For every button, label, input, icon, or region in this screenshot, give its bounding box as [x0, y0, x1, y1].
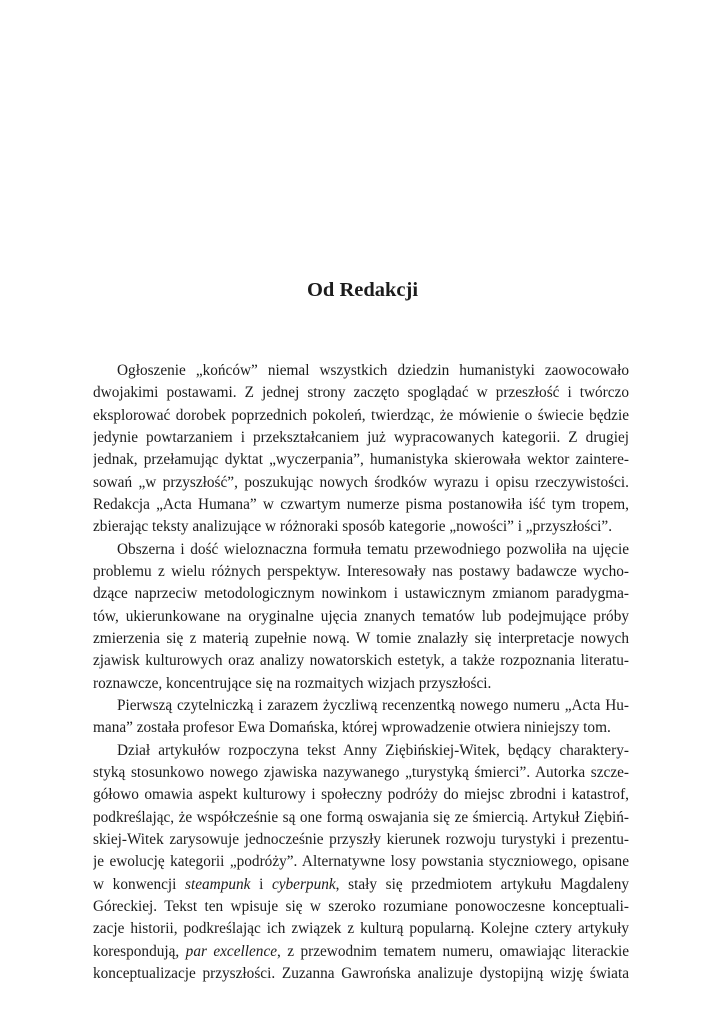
text-segment: podkreślając, że współcześnie są one formą oswajania się ze śmiercią. Artykuł Ziębiń- [93, 808, 629, 826]
text-segment: korespondują, [93, 942, 186, 960]
text-line [93, 561, 629, 583]
text-line [93, 494, 629, 516]
text-segment: sowań „w przyszłość”, poszukując nowych środków wyrazu i opisu rzeczywistości. [93, 473, 629, 491]
text-segment: zjawisk kulturowych oraz analizy nowatorskich estetyk, a także rozpoznania literatu- [93, 652, 629, 670]
text-segment: Obszerna i dość wieloznaczna formuła tematu przewodniego pozwoliła na ujęcie [117, 540, 629, 558]
text-segment: zbierając teksty analizujące w różnoraki sposób kategorie „nowości” i „przyszłości”. [93, 518, 613, 536]
text-line [93, 449, 629, 471]
text-segment: konceptualizacje przyszłości. Zuzanna Gawrońska analizuje dystopijną wizję świata [93, 964, 629, 982]
text-segment: skiej-Witek zarysowuje jednocześnie przyszły kierunek rozwoju turystyki i prezentu- [93, 830, 629, 848]
text-line [93, 539, 629, 561]
text-segment: styką stosunkowo nowego zjawiska nazywanego „turystyką śmierci”. Autorka szcze- [93, 763, 629, 781]
text-segment: dzące naprzeciw metodologicznym nowinkom i ustawicznym zmianom paradygma- [93, 585, 629, 603]
text-segment: zacje historii, podkreślając ich związek z kulturą popularną. Kolejne cztery artykuły [93, 920, 629, 938]
text-line [93, 606, 629, 628]
page-title: Od Redakcji [306, 279, 419, 301]
text-segment: dwojakimi postawami. Z jednej strony zaczęto spoglądać w przeszłość i twórczo [93, 384, 629, 402]
text-line [93, 472, 629, 494]
text-segment: Redakcja „Acta Humana” w czwartym numerze pisma postanowiła iść tym tropem, [93, 495, 629, 513]
text-line [93, 628, 629, 650]
text-segment: je ewolucję kategorii „podróży”. Alternatywne losy powstania styczniowego, opisane [93, 853, 629, 871]
text-line [93, 807, 629, 829]
italic-term: par excellence [185, 942, 278, 960]
text-line [93, 896, 629, 918]
text-line [93, 963, 629, 985]
text-segment: w konwencji [93, 875, 186, 893]
text-segment: jedynie powtarzaniem i przekształcaniem już wypracowanych kategorii. Z drugiej [93, 428, 629, 446]
text-segment: eksplorować dorobek poprzednich pokoleń, twierdząc, że mówienie o świecie będzie [93, 406, 629, 424]
text-segment: problemu z wielu różnych perspektyw. Interesowały nas postawy badawcze wycho- [93, 562, 629, 580]
italic-term: steampunk [185, 875, 251, 893]
text-line [93, 360, 629, 382]
text-line [93, 650, 629, 672]
text-line [93, 762, 629, 784]
text-segment: gółowo omawia aspekt kulturowy i społeczny podróży do miejsc zbrodni i katastrof, [93, 786, 629, 804]
text-segment: Ogłoszenie „końców” niemal wszystkich dziedzin humanistyki zaowocowało [117, 362, 629, 379]
body-text [93, 360, 629, 985]
text-line [93, 874, 629, 896]
text-line [93, 941, 629, 963]
text-segment: Dział artykułów rozpoczyna tekst Anny Ziębińskiej-Witek, będący charaktery- [117, 741, 629, 759]
text-line [93, 918, 629, 940]
text-line [93, 427, 629, 449]
text-segment: mana” została profesor Ewa Domańska, której wprowadzenie otwiera niniejszy tom. [93, 719, 611, 737]
text-line [93, 740, 629, 762]
text-line [93, 583, 629, 605]
text-segment: , stały się przedmiotem artykułu Magdaleny [335, 875, 629, 893]
text-segment: jednak, przełamując dyktat „wyczerpania”, humanistyka skierowała wektor zaintere- [93, 451, 629, 469]
text-segment: tów, ukierunkowane na oryginalne ujęcia znanych tematów lub podejmujące próby [93, 607, 629, 625]
text-line [93, 851, 629, 873]
text-segment: Góreckiej. Tekst ten wpisuje się w szeroko rozumiane ponowoczesne konceptuali- [93, 897, 629, 915]
text-line [93, 695, 629, 717]
text-line [93, 516, 629, 538]
text-segment: zmierzenia się z materią zupełnie nową. W tomie znalazły się interpretacje nowych [93, 629, 629, 647]
text-segment: Pierwszą czytelniczką i zarazem życzliwą recenzentką nowego numeru „Acta Hu- [117, 696, 629, 714]
text-line [93, 673, 629, 695]
text-segment: roznawcze, koncentrujące się na rozmaitych wizjach przyszłości. [93, 674, 492, 692]
text-segment: , z przewodnim tematem numeru, omawiając literackie [277, 942, 629, 960]
text-segment: i [250, 875, 272, 893]
text-line [93, 382, 629, 404]
text-line [93, 829, 629, 851]
italic-term: cyberpunk [271, 875, 336, 893]
text-line [93, 405, 629, 427]
text-line [93, 717, 629, 739]
text-line [93, 784, 629, 806]
